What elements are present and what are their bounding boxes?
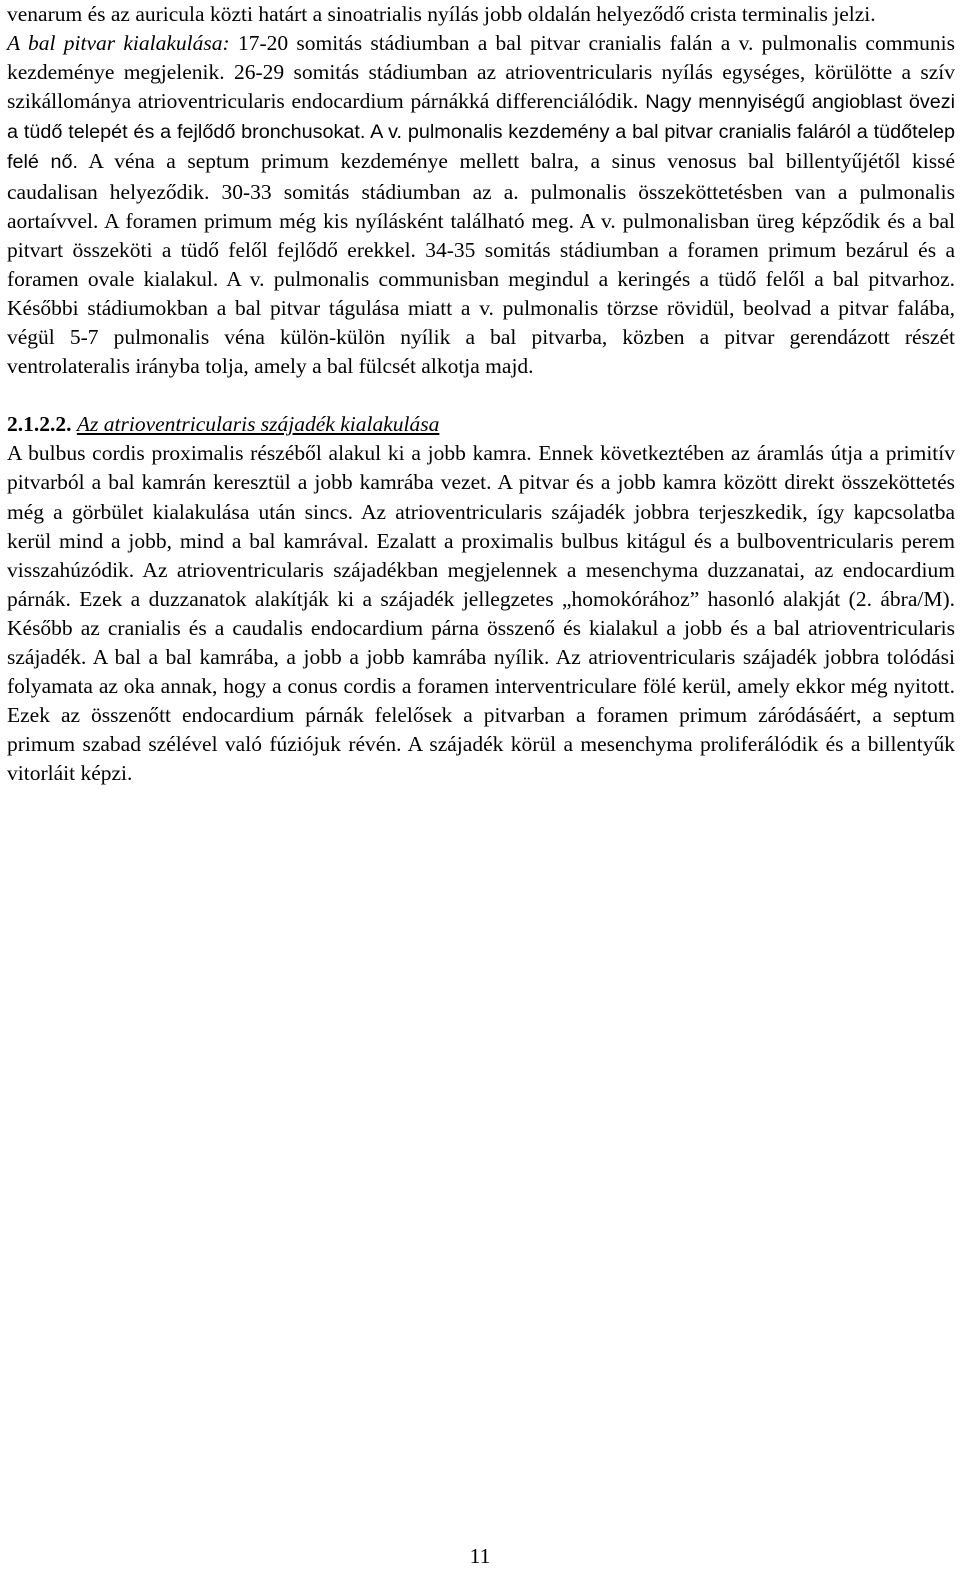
document-page	[7, 0, 955, 788]
paragraph-left-atrium	[7, 29, 955, 381]
section-title: Az atrioventricularis szájadék kialakulása	[76, 412, 440, 437]
section-number: 2.1.2.2.	[7, 412, 72, 437]
paragraph-text: A bulbus cordis proximalis részéből alakul ki a jobb kamra. Ennek következtében az áramlás útja a primitív pitvarból a bal kamrán keresztül a jobb kamrába vezet. A pitvar és a jobb kamra között direkt összeköttetés még a görbület kialakulása után sincs. Az atrioventricularis szájadék jobbra terjeszkedik, így kapcsolatba kerül mind a jobb, mind a bal kamrával. Ezalatt a proximalis bulbus kitágul és a bulboventricularis perem visszahúzódik. Az atrioventricularis szájadékban megjelennek a mesenchyma duzzanatai, az endocardium párnák. Ezek a duzzanatok alakítják ki a szájadék jellegzetes „homokórához” hasonló alakját (2. ábra/M). Később az cranialis és a caudalis endocardium párna összenő és kialakul a jobb és a bal atrioventricularis szájadék. A bal a bal kamrába, a jobb a jobb kamrába nyílik. Az atrioventricularis szájadék jobbra tolódási folyamata az oka annak, hogy a conus cordis a foramen interventriculare fölé kerül, amely ekkor még nyitott. Ezek az összenőtt endocardium párnák felelősek a pitvarban a foramen primum záródásáért, a septum primum szabad szélével való fúziójuk révén. A szájadék körül a mesenchyma proliferálódik és a billentyűk vitorláit képzi.	[7, 441, 955, 786]
section-heading	[7, 410, 955, 439]
page-number: 11	[469, 1544, 491, 1568]
paragraph-text: venarum és az auricula közti határt a sinoatrialis nyílás jobb oldalán helyeződő crista terminalis jelzi.	[7, 2, 876, 26]
paragraph-lead-italic: A bal pitvar kialakulása:	[7, 31, 230, 56]
section-body	[7, 439, 955, 788]
paragraph-text-sans: Nagy mennyiségű angioblast övezi a tüdő telepét és a fejlődő bronchusokat. A v. pulmonalis kezdemény a bal pitvar cranialis faláról a tüdőtelep felé nő.	[7, 91, 955, 174]
paragraph-text: A véna a septum primum kezdeménye mellett balra, a sinus venosus bal billentyűjétől kissé caudalisan helyeződik. 30-33 somitás stádiumban az a. pulmonalis összeköttetésben van a pulmonalis aortaívvel. A foramen primum még kis nyílásként található meg. A v. pulmonalisban üreg képződik és a bal pitvart összeköti a tüdő felől fejlődő erekkel. 34-35 somitás stádiumban a foramen primum bezárul és a foramen ovale kialakul. A v. pulmonalis communisban megindul a keringés a tüdő felől a bal pitvarhoz. Későbbi stádiumokban a bal pitvar tágulása miatt a v. pulmonalis törzse rövidül, beolvad a pitvar falába, végül 5-7 pulmonalis véna külön-külön nyílik a bal pitvarba, közben a pitvar gerendázott részét ventrolateralis irányba tolja, amely a bal fülcsét alkotja majd.	[7, 149, 955, 379]
paragraph-text: 17-20 somitás stádiumban a bal pitvar cranialis falán a v. pulmonalis communis kezdeménye megjelenik. 26-29 somitás stádiumban az atrioventricularis nyílás egységes, körülötte a szív szikállománya atrioventricularis endocardium párnákká differenciálódik.	[7, 31, 956, 114]
paragraph-continuation	[7, 0, 955, 29]
paragraph-gap	[7, 381, 955, 410]
